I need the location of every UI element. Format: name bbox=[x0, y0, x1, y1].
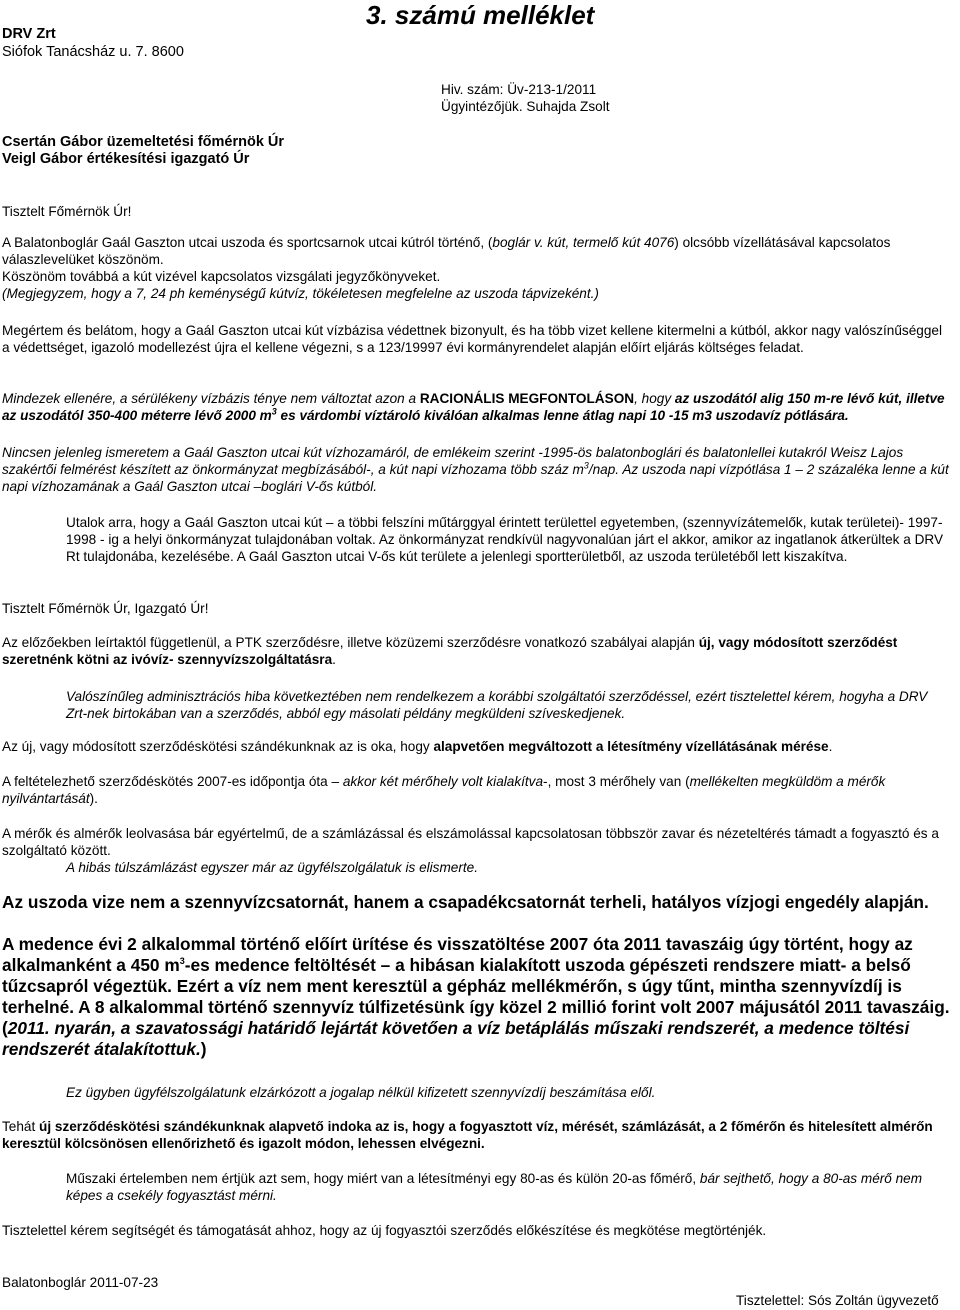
recipient-1: Csertán Gábor üzemeltetési főmérnök Úr bbox=[2, 134, 285, 150]
sender-address: Siófok Tanácsház u. 7. 8600 bbox=[2, 44, 184, 60]
paragraph-13: Műszaki értelemben nem értjük azt sem, hogy miért van a létesítményi egy 80-as és külön 20-as főmérő, bár sejthető, hogy a 80-as mérő nem képes a csekély fogyasztást mérni. bbox=[66, 1171, 923, 1203]
salutation-1: Tisztelt Főmérnök Úr! bbox=[2, 204, 132, 219]
paragraph-10: A mérők és almérők leolvasása bár egyértelmű, de a számlázással és elszámolással kapcsolatosan többször zavar és nézeteltérés támadt a fogyasztó és a szolgáltató között. A hibás túlszámlázást egyszer már az ügyfélszolgálatuk is elismerte. bbox=[2, 826, 939, 875]
bold-paragraph-1: Az uszoda vize nem a szennyvízcsatornát, hanem a csapadékcsatornát terheli, hatályos vízjogi engedély alapján. bbox=[2, 892, 929, 912]
sender-name: DRV Zrt bbox=[2, 26, 56, 42]
bold-paragraph-2: A medence évi 2 alkalommal történő előírt ürítése és visszatöltése 2007 óta 2011 tavaszáig úgy történt, hogy az alkalmanként a 450 $m^3-es$ medence feltöltését – a hibásan kialakított uszoda gépészeti rendszere miatt- a belső tűzcsapról végeztük. Ezért a víz nem ment keresztül a gépház mellékmérőn, s úgy tűnt, mintha szennyvízdíj is terhelné. A 8 alkalommal történő szennyvíz túlfizetésünk így közel 2 millió forint volt 2007 májusától 2011 tavaszáig. (2011. nyarán, a szavatossági határidő lejártát követően a víz betáplálás műszaki rendszerét, a medence töltési rendszerét átalakítottuk.) bbox=[2, 934, 950, 1059]
case-officer: Ügyintézőjük. Suhajda Zsolt bbox=[441, 99, 610, 114]
paragraph-6: Az előzőekben leírtaktól függetlenül, a PTK szerződésre, illetve közüzemi szerződésre vonatkozó szabályai alapján új, vagy módosított szerződést szeretnénk kötni az ivóvíz- szennyvízszolgáltatásra. bbox=[2, 635, 898, 667]
signature-closing: Tisztelettel: Sós Zoltán ügyvezető bbox=[736, 1293, 939, 1308]
paragraph-8: Az új, vagy módosított szerződéskötési szándékunknak az is oka, hogy alapvetően megváltozott a létesítmény vízellátásának mérése. bbox=[2, 739, 833, 754]
paragraph-3: Mindezek ellenére, a sérülékeny vízbázis ténye nem változtat azon a RACIONÁLIS MEGFONTOLÁSON, hogy az uszodától alig 150 m-re lévő kút, illetve az uszodától 350-400 méterre lévő 2000 $m^3$ es várdombi víztároló kiválóan alkalmas lenne átlag napi 10 -15 m3 uszodavíz pótlására. bbox=[2, 391, 945, 423]
paragraph-4: Nincsen jelenleg ismeretem a Gaál Gaszton utcai kút vízhozamáról, de emlékeim szerint -1995-ös balatonboglári és balatonlellei kutakról Weisz Lajos szakértői felmérést készített az önkormányzat megbízásából-, a kút napi vízhozama több száz $m^3$/nap. Az uszoda napi vízpótlása 1 – 2 százaléka lenne a kút napi vízhozamának a Gaál Gaszton utcai –boglári V-ős kútból. bbox=[2, 445, 949, 494]
reference-number: Hiv. szám: Üv-213-1/2011 bbox=[441, 82, 597, 97]
paragraph-5: Utalok arra, hogy a Gaál Gaszton utcai kút – a többi felszíni műtárggyal érintett területtel egyetemben, (szennyvízátemelők, kutak területei)- 1997-1998 - ig a helyi önkormányzat tulajdonában voltak. Az önkormányzat rendkívül nagyvonalúan járt el akkor, amikor az ingatlanok átkerültek a DRV Rt tulajdonába, kezelésébe. A Gaál Gaszton utcai V-ős kút területe a jelenlegi sportterületből, az uszoda területéből lett kiszakítva. bbox=[66, 515, 944, 564]
paragraph-12: Tehát új szerződéskötési szándékunknak alapvető indoka az is, hogy a fogyasztott víz, mérését, számlázását, a 2 főmérőn és hitelesített almérőn keresztül kölcsönösen ellenőrizhető és igazolt módon, lehessen elvégezni. bbox=[2, 1119, 933, 1151]
place-date: Balatonboglár 2011-07-23 bbox=[2, 1275, 159, 1290]
paragraph-1: A Balatonboglár Gaál Gaszton utcai uszoda és sportcsarnok utcai kútról történő, (boglár v. kút, termelő kút 4076) olcsóbb vízellátásával kapcsolatos válaszlevelüket köszönöm. Köszönöm továbbá a kút vizével kapcsolatos vizsgálati jegyzőkönyveket. (Megjegyzem, hogy a 7, 24 ph keménységű kútvíz, tökéletesen megfelelne az uszoda tápvizeként.) bbox=[2, 235, 891, 301]
paragraph-14: Tisztelettel kérem segítségét és támogatását ahhoz, hogy az új fogyasztói szerződés előkészítése és megkötése megtörténjék. bbox=[2, 1223, 767, 1238]
recipient-2: Veigl Gábor értékesítési igazgató Úr bbox=[2, 151, 250, 167]
salutation-2: Tisztelt Főmérnök Úr, Igazgató Úr! bbox=[2, 601, 209, 616]
paragraph-10-italic: A hibás túlszámlázást egyszer már az ügyfélszolgálatuk is elismerte. bbox=[66, 860, 479, 875]
paragraph-9: A feltételezhető szerződéskötés 2007-es időpontja óta – akkor két mérőhely volt kialakítva-, most 3 mérőhely van (mellékelten megküldöm a mérők nyilvántartását). bbox=[2, 774, 886, 806]
paragraph-7: Valószínűleg adminisztrációs hiba következtében nem rendelkezem a korábbi szolgáltatói szerződéssel, ezért tisztelettel kérem, hogyha a DRV Zrt-nek birtokában van a szerződés, abból egy másolati példány megküldeni szíveskedjenek. bbox=[66, 689, 928, 721]
paragraph-11: Ez ügyben ügyfélszolgálatunk elzárkózott a jogalap nélkül kifizetett szennyvízdíj beszámítása elől. bbox=[66, 1085, 656, 1100]
paragraph-2: Megértem és belátom, hogy a Gaál Gaszton utcai kút vízbázisa védettnek bizonyult, és ha több vizet kellene kitermelni a kútból, akkor nagy valószínűséggel a védettséget, igazoló modellezést újra el kellene végezni, s a 123/19997 évi kormányrendelet alapján előírt eljárás költséges feladat. bbox=[2, 323, 942, 355]
document-title: 3. számú melléklet bbox=[366, 0, 595, 30]
